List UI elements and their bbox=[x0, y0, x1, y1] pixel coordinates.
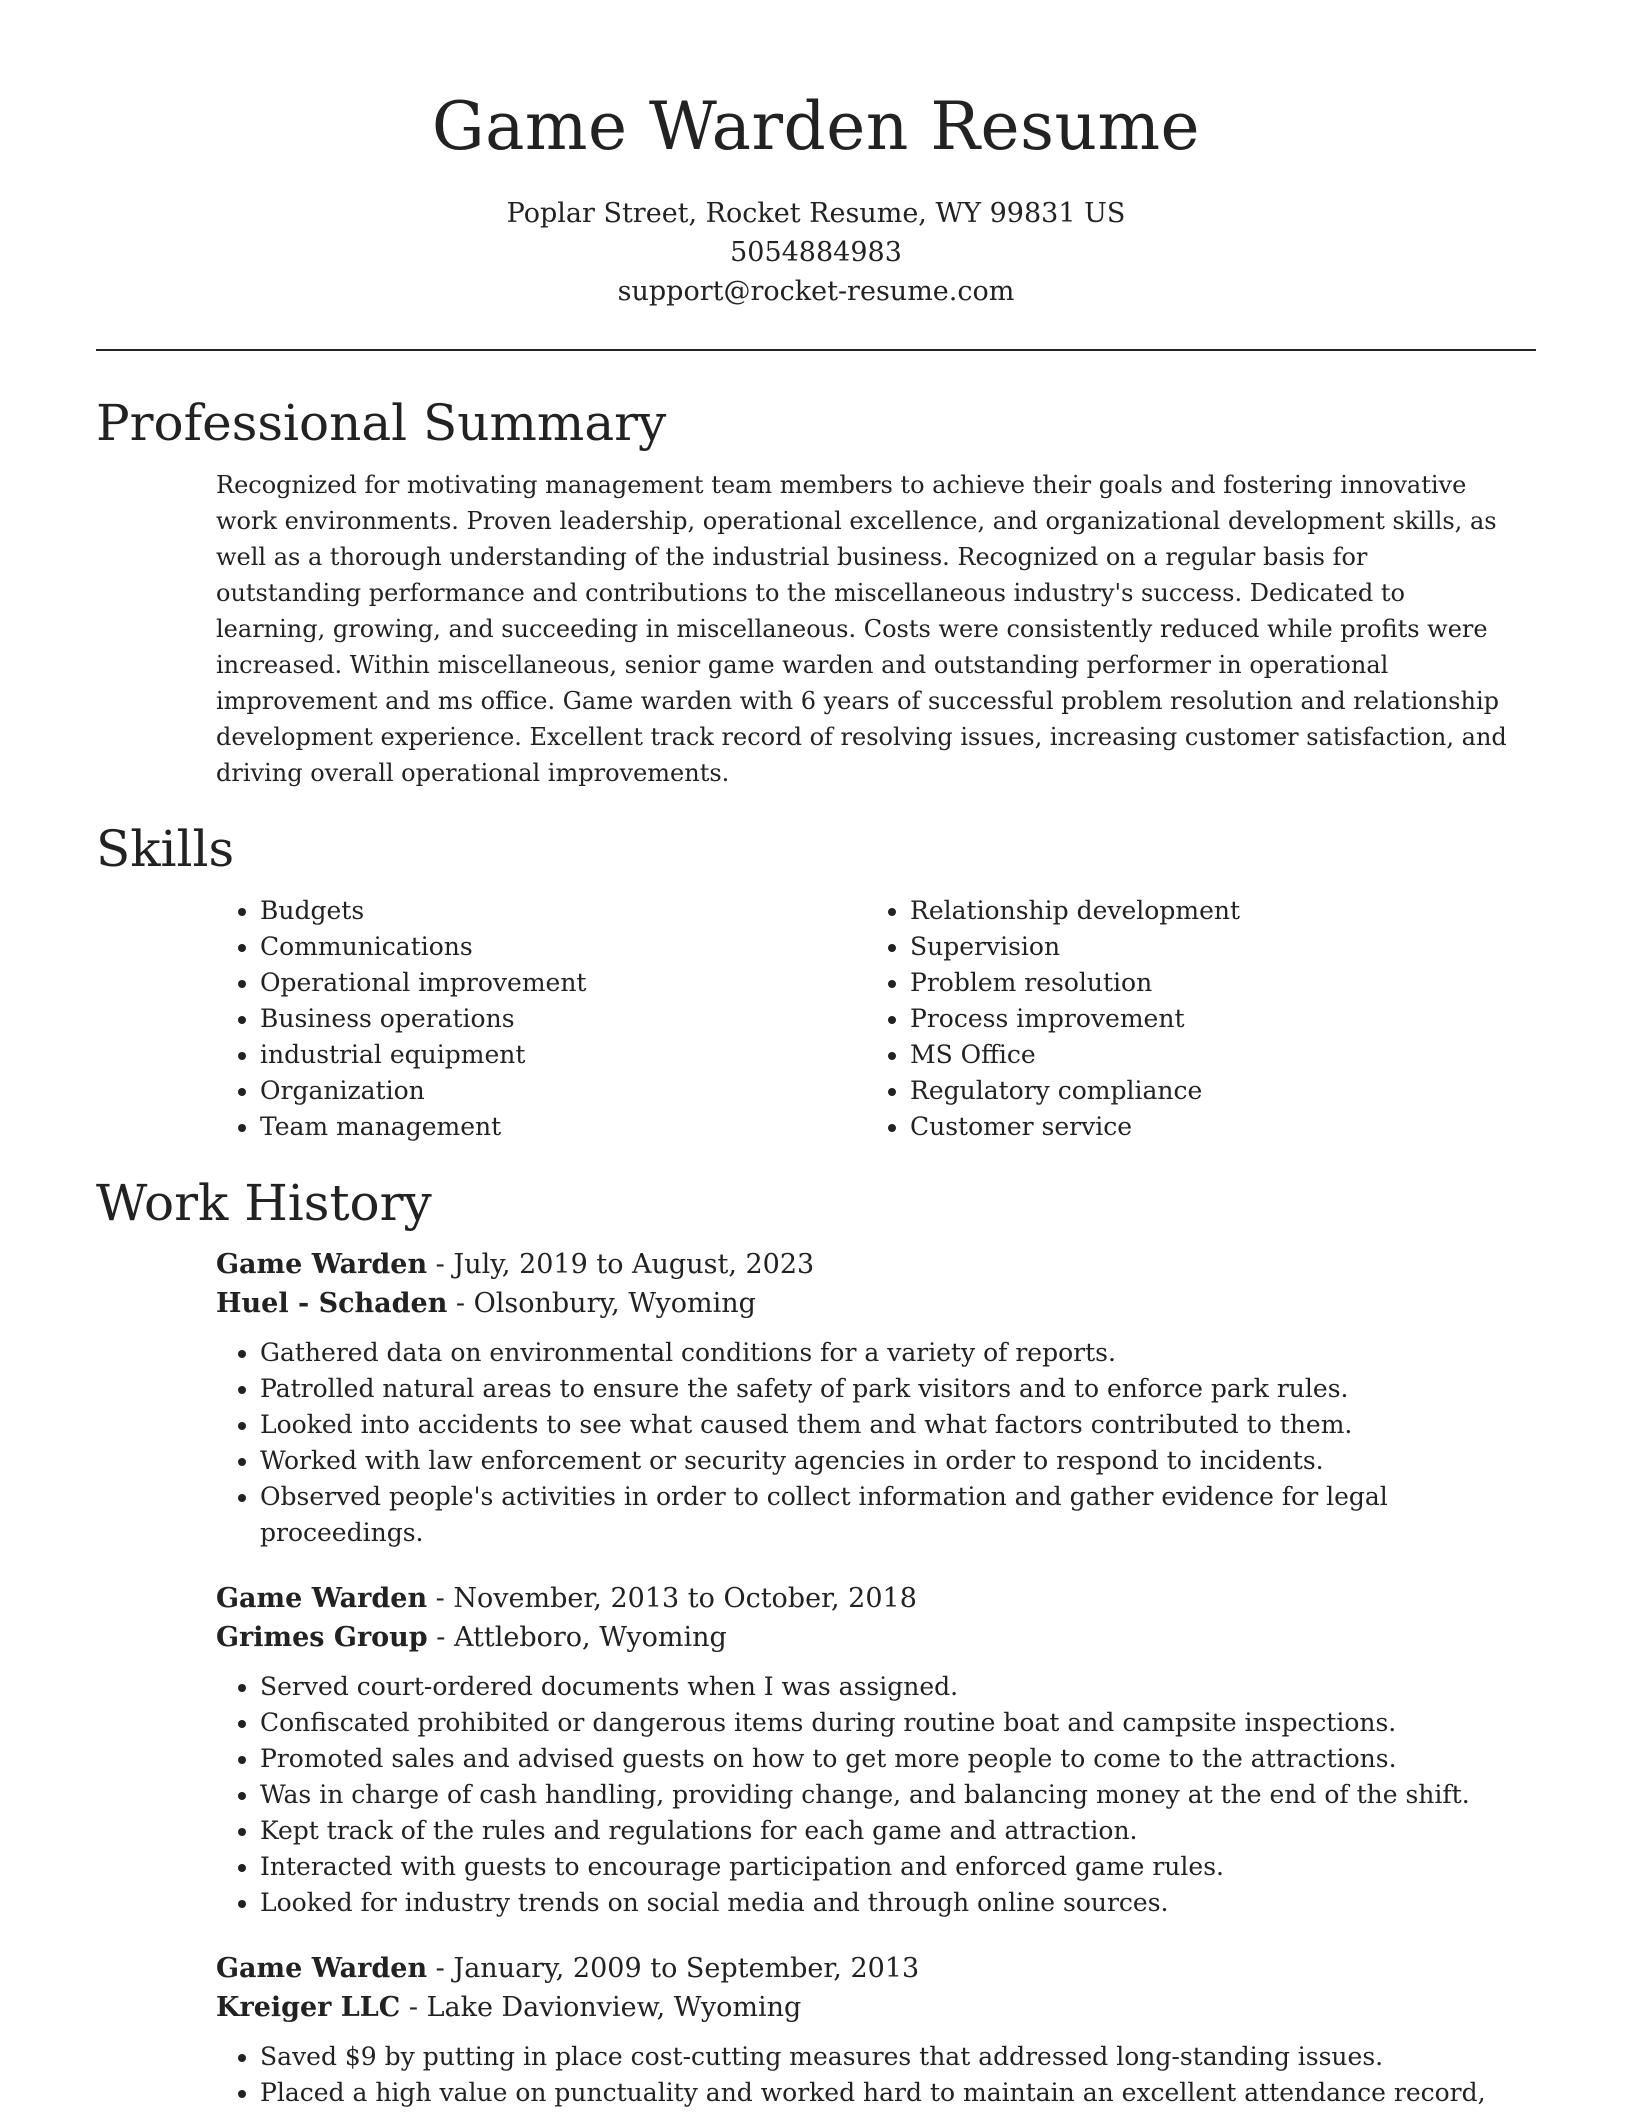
job-bullet: • Worked with law enforcement or security agencies in order to respond to incidents. bbox=[260, 1443, 1516, 1479]
job-position: Game Warden bbox=[216, 1583, 428, 1614]
job-position: Game Warden bbox=[216, 1249, 428, 1280]
job-bullet: • Looked for industry trends on social media and through online sources. bbox=[260, 1885, 1516, 1921]
skill-item: • MS Office bbox=[910, 1037, 1516, 1073]
skill-item: • industrial equipment bbox=[260, 1037, 866, 1073]
work-history-section bbox=[216, 1245, 1516, 2111]
skill-item: • Communications bbox=[260, 929, 866, 965]
summary-section bbox=[216, 467, 1516, 791]
address: Poplar Street, Rocket Resume, WY 99831 US bbox=[506, 198, 1126, 229]
job-bullet: • Gathered data on environmental conditions for a variety of reports. bbox=[260, 1335, 1516, 1371]
job-title-line bbox=[216, 1579, 1516, 1618]
job-location: - Attleboro, Wyoming bbox=[427, 1622, 727, 1653]
job-company: Grimes Group bbox=[216, 1622, 428, 1653]
skill-item: • Operational improvement bbox=[260, 965, 866, 1001]
header-divider bbox=[96, 349, 1536, 351]
contact-block bbox=[96, 194, 1536, 311]
job-bullet: • Looked into accidents to see what caused them and what factors contributed to them. bbox=[260, 1407, 1516, 1443]
skills-right-column bbox=[866, 893, 1516, 1145]
job-entry bbox=[216, 1245, 1516, 1551]
job-bullet: • Was in charge of cash handling, providing change, and balancing money at the end of the shift. bbox=[260, 1777, 1516, 1813]
job-entry bbox=[216, 1579, 1516, 1921]
skill-item: • Process improvement bbox=[910, 1001, 1516, 1037]
job-title-line bbox=[216, 1949, 1516, 1988]
job-bullet: • Kept track of the rules and regulations for each game and attraction. bbox=[260, 1813, 1516, 1849]
job-company-line bbox=[216, 1284, 1516, 1323]
skills-left-column bbox=[216, 893, 866, 1145]
resume-title: Game Warden Resume bbox=[431, 88, 1201, 165]
job-company-line bbox=[216, 1988, 1516, 2027]
job-bullet: • Promoted sales and advised guests on how to get more people to come to the attractions. bbox=[260, 1741, 1516, 1777]
job-bullet: • Observed people's activities in order to collect information and gather evidence for legal proceedings. bbox=[260, 1479, 1516, 1551]
job-bullet: • Interacted with guests to encourage participation and enforced game rules. bbox=[260, 1849, 1516, 1885]
job-bullet: • Patrolled natural areas to ensure the safety of park visitors and to enforce park rules. bbox=[260, 1371, 1516, 1407]
job-bullets bbox=[216, 1335, 1516, 1551]
job-bullet: • Placed a high value on punctuality and worked hard to maintain an excellent attendance record, bbox=[260, 2075, 1516, 2111]
job-company-line bbox=[216, 1618, 1516, 1657]
phone: 5054884983 bbox=[730, 237, 902, 268]
resume-page bbox=[96, 0, 1536, 2111]
skill-item: • Customer service bbox=[910, 1109, 1516, 1145]
job-dates: - November, 2013 to October, 2018 bbox=[427, 1583, 917, 1614]
job-location: - Lake Davionview, Wyoming bbox=[400, 1992, 802, 2023]
skills-grid bbox=[216, 893, 1516, 1145]
work-history-heading: Work History bbox=[96, 1174, 432, 1232]
job-title-line bbox=[216, 1245, 1516, 1284]
email: support@rocket-resume.com bbox=[617, 276, 1015, 307]
skill-item: • Team management bbox=[260, 1109, 866, 1145]
skill-item: • Problem resolution bbox=[910, 965, 1516, 1001]
job-bullets bbox=[216, 1669, 1516, 1921]
job-company: Huel - Schaden bbox=[216, 1288, 448, 1319]
job-location: - Olsonbury, Wyoming bbox=[447, 1288, 756, 1319]
job-dates: - July, 2019 to August, 2023 bbox=[427, 1249, 815, 1280]
job-bullet: • Confiscated prohibited or dangerous items during routine boat and campsite inspections. bbox=[260, 1705, 1516, 1741]
skills-heading: Skills bbox=[96, 820, 235, 878]
job-bullet: • Served court-ordered documents when I was assigned. bbox=[260, 1669, 1516, 1705]
skills-section bbox=[216, 893, 1516, 1145]
job-entry bbox=[216, 1949, 1516, 2111]
job-company: Kreiger LLC bbox=[216, 1992, 401, 2023]
skill-item: • Budgets bbox=[260, 893, 866, 929]
resume-header bbox=[96, 0, 1536, 311]
job-position: Game Warden bbox=[216, 1953, 428, 1984]
job-dates: - January, 2009 to September, 2013 bbox=[427, 1953, 920, 1984]
job-bullets bbox=[216, 2039, 1516, 2111]
skill-item: • Supervision bbox=[910, 929, 1516, 965]
job-bullet: • Saved $9 by putting in place cost-cutting measures that addressed long-standing issues. bbox=[260, 2039, 1516, 2075]
skill-item: • Organization bbox=[260, 1073, 866, 1109]
skill-item: • Regulatory compliance bbox=[910, 1073, 1516, 1109]
skill-item: • Business operations bbox=[260, 1001, 866, 1037]
summary-heading: Professional Summary bbox=[96, 394, 667, 452]
skill-item: • Relationship development bbox=[910, 893, 1516, 929]
summary-text: Recognized for motivating management team members to achieve their goals and fostering innovative work environments. Proven leadership, operational excellence, and organizational development skills, as well as a thorough understanding of the industrial business. Recognized on a regular basis for outstanding performance and contributions to the miscellaneous industry's success. Dedicated to learning, growing, and succeeding in miscellaneous. Costs were consistently reduced while profits were increased. Within miscellaneous, senior game warden and outstanding performer in operational improvement and ms office. Game warden with 6 years of successful problem resolution and relationship development experience. Excellent track record of resolving issues, increasing customer satisfaction, and driving overall operational improvements. bbox=[216, 471, 1507, 787]
